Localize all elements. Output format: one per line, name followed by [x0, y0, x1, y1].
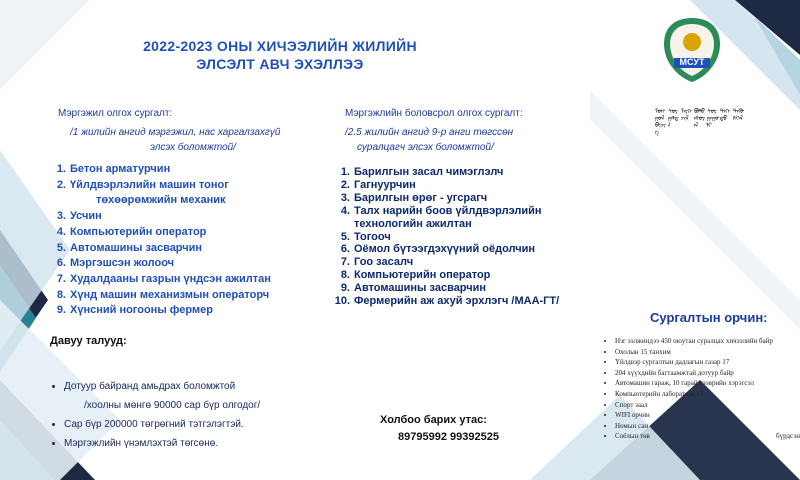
list-item: • Номын сан [615, 421, 800, 432]
list-item-cont: төхөөрөмжийн механик [96, 194, 226, 207]
contact-phones: 89795992 99392525 [398, 431, 499, 443]
list-item: • WIFI орчин [615, 410, 800, 421]
left-note-line2: элсэх боломжтой/ [150, 142, 236, 153]
list-item: 2. Гагнуурчин [340, 178, 416, 191]
list-item: 7. Худалдааны газрын үндсэн ажилтан [56, 272, 271, 285]
right-section-heading: Мэргэжлийн боловсрол олгох сургалт: [345, 108, 523, 119]
advantages-title: Давуу талууд: [50, 335, 127, 347]
environment-title: Сургалтын орчин: [650, 310, 768, 325]
logo-emblem [662, 16, 722, 84]
environment-list [605, 336, 800, 442]
mongolian-script-col-4: ᠪᠣᠯᠪᠠᠰᠤᠷᠠᠯ [694, 108, 705, 129]
list-item: 3. Усчин [56, 210, 102, 223]
list-item: 10. Фермерийн аж ахуй эрхлэгч /МАА-ГТ/ [334, 295, 560, 308]
right-note-line2: суралцагч элсэх боломжтой/ [357, 142, 494, 153]
list-item: 1. Барилгын засал чимэглэлч [340, 166, 504, 178]
mongolian-script-col-6: ᠳᠡᠭᠡᠳᠦ [720, 108, 730, 122]
list-item: • Мэргэжлийн үнэмлэхтэй төгсөнө. [64, 434, 260, 453]
advantages-list [50, 377, 260, 453]
list-item: 9. Хүнсний ногооны фермер [56, 304, 213, 317]
list-item: 6. Оёмол бүтээгдэхүүний оёдолчин [340, 243, 536, 256]
contact-block [380, 412, 499, 446]
list-item: • Спорт заал [615, 400, 800, 411]
mongolian-script-col-5: ᠰᠤᠷᠭᠠᠭᠤᠯᠢ [707, 108, 719, 129]
left-note-line1: /1 жилийн ангид мэргэжил, нас харгалзахгүй [70, 127, 281, 138]
right-note-line1: /2.5 жилийн ангид 9-р анги төгссөн [345, 127, 514, 138]
page-title-line2: ЭЛСЭЛТ АВЧ ЭХЭЛЛЭЭ [196, 56, 364, 72]
list-item: • Дотуур байранд амьдрах боломжтой /хоолны мөнгө 90000 сар бүр олгодог/ [64, 377, 260, 415]
list-item: 9. Автомашины засварчин [340, 282, 487, 295]
mongolian-script-col-1: ᠮᠣᠩᠭᠣᠯ ᠪᠢᠴᠢᠭ [655, 108, 666, 136]
mongolian-script-col-7: ᠲᠡᠭᠦᠰᠬᠡᠯ [733, 108, 744, 122]
environment-suffix: бүрдсэн [776, 432, 800, 441]
list-item: 3. Барилгын өрөг - угсрагч [340, 191, 488, 204]
list-item: • Сар бүр 200000 төгрөгний тэтгэлэгтэй. [64, 415, 260, 434]
school-logo [662, 16, 722, 84]
page-title-line1: 2022-2023 ОНЫ ХИЧЭЭЛИЙН ЖИЛИЙН [143, 38, 417, 54]
list-item: 7. Гоо засалч [340, 256, 414, 269]
list-item: 6. Мэргэшсэн жолооч [56, 257, 175, 270]
left-section-heading: Мэргэжил олгох сургалт: [58, 108, 173, 119]
list-item: • Үйлдвэр сургалтын дадлагын газар 17 [615, 357, 800, 368]
list-item: 4. Компьютерийн оператор [56, 225, 207, 238]
list-item: • Соёлын төв бүрдсэн [615, 431, 800, 442]
list-item: 5. Тогооч [340, 230, 391, 243]
left-program-list [48, 162, 271, 319]
list-item: • Автомашин гараж, 10 гарай тээврийн хэрэгсэл [615, 378, 800, 389]
list-item: 8. Компьютерийн оператор [340, 269, 491, 282]
mongolian-script-col-2: ᠰᠤᠷᠭᠠᠯᠲᠠ [668, 108, 679, 129]
list-item: • Нэг ээлжиндээ 450 оюутан суралцах хичээлийн байр [615, 336, 800, 347]
list-item: 4. Талх нарийн боов үйлдвэрлэлийн [340, 204, 542, 217]
list-item: • 204 хүүхдийн багтаамжтай дотуур байр [615, 368, 800, 379]
list-item-cont: технологийн ажилтан [354, 217, 472, 230]
right-program-list [332, 166, 559, 308]
list-item: • Компьютерийн лаборатори -3 [615, 389, 800, 400]
list-item: 1. Бетон арматурчин [56, 163, 171, 175]
list-item: • Охолын 15 танхим [615, 347, 800, 358]
contact-label: Холбоо барих утас: [380, 414, 487, 426]
list-item: 5. Автомашины засварчин [56, 241, 203, 254]
list-item: 2. Үйлдвэрлэлийн машин тоног [56, 178, 229, 191]
logo-text: МСУТ [679, 57, 705, 67]
list-item: 8. Хүнд машин механизмын операторч [56, 288, 270, 301]
mongolian-script-col-3: ᠮᠡᠷᠭᠡᠵᠢᠯ [681, 108, 692, 122]
